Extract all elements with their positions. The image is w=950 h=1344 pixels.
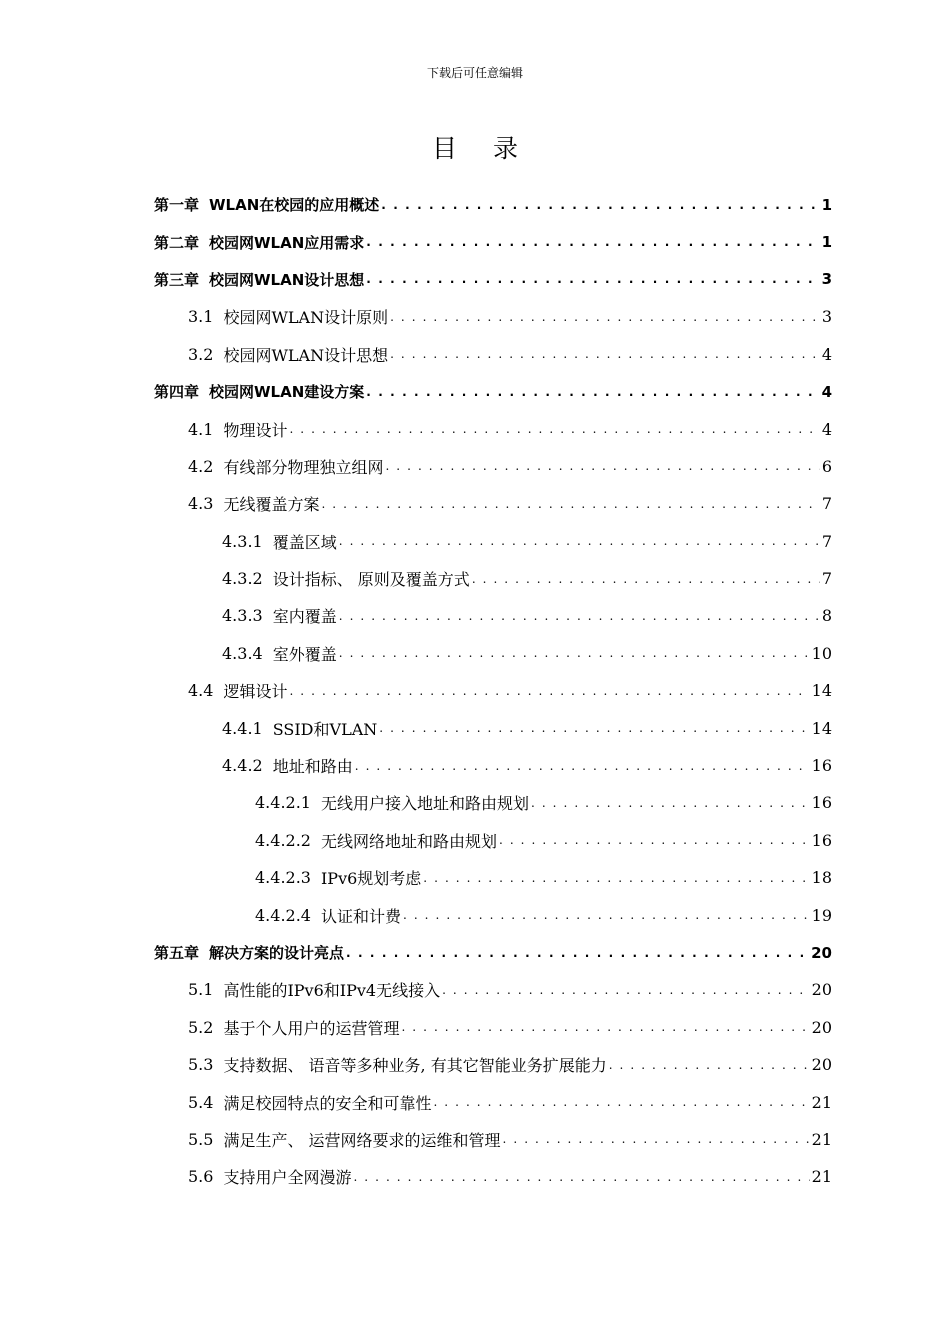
- toc-dot-leader: [390, 344, 820, 364]
- toc-entry[interactable]: [154, 971, 832, 1008]
- toc-dot-leader: [366, 382, 819, 402]
- toc-entry-page: 1: [821, 195, 832, 214]
- toc-entry-number: 3.1: [188, 307, 214, 327]
- toc-entry[interactable]: [154, 597, 832, 634]
- toc-entry-page: 4: [821, 419, 832, 439]
- toc-entry-title: 基于个人用户的运营管理: [223, 1018, 400, 1038]
- toc-entry-number: 5.1: [188, 980, 214, 1000]
- toc-entry[interactable]: [154, 1158, 832, 1195]
- toc-dot-leader: [385, 456, 819, 476]
- toc-dot-leader: [403, 905, 810, 925]
- toc-entry-number: 第二章: [154, 233, 200, 252]
- toc-entry-page: 7: [821, 569, 832, 589]
- toc-entry[interactable]: [154, 1121, 832, 1158]
- toc-entry-number: 5.3: [188, 1055, 214, 1075]
- toc-entry-page: 21: [811, 1167, 832, 1187]
- toc-entry-title: 校园网WLAN应用需求: [209, 233, 365, 252]
- toc-entry-title: 校园网WLAN设计原则: [223, 308, 389, 328]
- toc-entry[interactable]: [154, 373, 832, 410]
- toc-dot-leader: [472, 569, 820, 589]
- toc-dot-leader: [401, 1017, 809, 1037]
- toc-dot-leader: [321, 494, 819, 514]
- toc-dot-leader: [531, 793, 810, 813]
- toc-entry-page: 20: [811, 980, 832, 1000]
- toc-entry-page: 19: [811, 905, 832, 925]
- toc-entry[interactable]: [154, 1083, 832, 1120]
- toc-entry-page: 21: [811, 1129, 832, 1149]
- toc-dot-leader: [339, 643, 810, 663]
- toc-entry-title: 物理设计: [223, 420, 288, 440]
- toc-entry-number: 第一章: [154, 196, 200, 215]
- toc-entry-title: 校园网WLAN设计思想: [223, 345, 389, 365]
- toc-entry-title: 设计指标、 原则及覆盖方式: [272, 570, 470, 590]
- toc-entry-number: 5.4: [188, 1092, 214, 1112]
- toc-dot-leader: [442, 980, 810, 1000]
- toc-entry[interactable]: [154, 747, 832, 784]
- toc-entry-number: 4.3.2: [222, 569, 263, 589]
- table-of-contents: [154, 186, 832, 1196]
- toc-entry-number: 4.1: [188, 419, 214, 439]
- toc-entry-page: 16: [811, 756, 832, 776]
- header-note: 下载后可任意编辑: [426, 66, 523, 80]
- toc-entry[interactable]: [154, 410, 832, 447]
- toc-entry-page: 7: [821, 531, 832, 551]
- toc-entry-page: 7: [821, 494, 832, 514]
- toc-entry[interactable]: [154, 1009, 832, 1046]
- toc-entry-title: 无线用户接入地址和路由规划: [320, 794, 529, 814]
- toc-entry-title: 校园网WLAN建设方案: [209, 383, 365, 402]
- toc-entry[interactable]: [154, 298, 832, 335]
- toc-entry-title: 室内覆盖: [272, 607, 337, 627]
- toc-entry[interactable]: [154, 709, 832, 746]
- toc-entry[interactable]: [154, 822, 832, 859]
- toc-entry-title: 满足校园特点的安全和可靠性: [223, 1093, 432, 1113]
- toc-entry-page: 3: [821, 307, 832, 327]
- toc-entry-page: 4: [821, 382, 832, 401]
- toc-entry-title: 解决方案的设计亮点: [209, 944, 345, 962]
- toc-entry[interactable]: [154, 523, 832, 560]
- toc-entry-page: 20: [811, 1017, 832, 1037]
- toc-entry[interactable]: [154, 485, 832, 522]
- toc-entry[interactable]: [154, 560, 832, 597]
- toc-entry-title: 无线覆盖方案: [223, 495, 320, 515]
- toc-entry-number: 第四章: [154, 383, 200, 402]
- toc-dot-leader: [390, 307, 820, 327]
- toc-entry-number: 4.4.2: [222, 756, 263, 776]
- toc-entry-page: 1: [821, 233, 832, 252]
- toc-entry-number: 4.4.2.2: [255, 830, 311, 850]
- toc-entry[interactable]: [154, 186, 832, 223]
- toc-entry-title: 逻辑设计: [223, 682, 288, 702]
- toc-entry-page: 16: [811, 793, 832, 813]
- toc-entry-number: 5.6: [188, 1167, 214, 1187]
- toc-entry-page: 6: [821, 456, 832, 476]
- toc-dot-leader: [499, 830, 810, 850]
- toc-dot-leader: [379, 718, 809, 738]
- toc-entry-title: 有线部分物理独立组网: [223, 457, 384, 477]
- toc-entry-title: 室外覆盖: [272, 644, 337, 664]
- toc-entry[interactable]: [154, 896, 832, 933]
- toc-entry[interactable]: [154, 672, 832, 709]
- toc-entry-title: 支持用户全网漫游: [223, 1168, 352, 1188]
- toc-entry-number: 第三章: [154, 270, 200, 289]
- toc-entry-number: 4.4: [188, 681, 214, 701]
- toc-dot-leader: [289, 681, 809, 701]
- toc-entry-title: WLAN在校园的应用概述: [209, 196, 380, 215]
- toc-dot-leader: [381, 195, 819, 215]
- toc-entry[interactable]: [154, 336, 832, 373]
- toc-entry-page: 3: [821, 270, 832, 289]
- toc-entry-page: 20: [811, 1055, 832, 1075]
- toc-entry-page: 14: [811, 681, 832, 701]
- toc-entry-number: 4.4.2.4: [255, 905, 311, 925]
- toc-entry-number: 4.4.1: [222, 718, 263, 738]
- toc-entry[interactable]: [154, 784, 832, 821]
- toc-entry-number: 5.2: [188, 1017, 214, 1037]
- toc-entry-title: 校园网WLAN设计思想: [209, 270, 365, 289]
- toc-dot-leader: [609, 1055, 810, 1075]
- toc-entry-number: 3.2: [188, 344, 214, 364]
- toc-entry-number: 5.5: [188, 1129, 214, 1149]
- toc-entry-number: 4.2: [188, 456, 214, 476]
- toc-entry[interactable]: [154, 635, 832, 672]
- toc-entry-page: 21: [811, 1092, 832, 1112]
- toc-dot-leader: [366, 269, 819, 289]
- toc-entry-page: 8: [821, 606, 832, 626]
- toc-entry-title: 覆盖区域: [272, 532, 337, 552]
- toc-entry-number: 4.3: [188, 494, 214, 514]
- toc-dot-leader: [339, 531, 820, 551]
- toc-dot-leader: [433, 1092, 809, 1112]
- toc-entry-number: 4.3.1: [222, 531, 263, 551]
- toc-entry-title: 无线网络地址和路由规划: [320, 831, 497, 851]
- toc-entry-number: 4.3.4: [222, 643, 263, 663]
- toc-entry[interactable]: [154, 1046, 832, 1083]
- toc-entry-page: 18: [811, 868, 832, 888]
- toc-entry[interactable]: [154, 934, 832, 971]
- toc-entry-number: 第五章: [154, 944, 200, 962]
- toc-dot-leader: [423, 868, 809, 888]
- toc-dot-leader: [353, 1167, 809, 1187]
- toc-dot-leader: [366, 232, 819, 252]
- toc-entry-number: 4.4.2.1: [255, 793, 311, 813]
- toc-dot-leader: [289, 419, 819, 439]
- toc-entry-number: 4.4.2.3: [255, 868, 311, 888]
- toc-entry-title: 支持数据、 语音等多种业务, 有其它智能业务扩展能力: [223, 1056, 607, 1076]
- toc-dot-leader: [355, 756, 810, 776]
- toc-entry[interactable]: [154, 859, 832, 896]
- toc-dot-leader: [503, 1129, 810, 1149]
- toc-entry[interactable]: [154, 261, 832, 298]
- toc-entry-title: 地址和路由: [272, 757, 353, 777]
- toc-entry-title: 高性能的IPv6和IPv4无线接入: [223, 981, 441, 1001]
- toc-entry[interactable]: [154, 448, 832, 485]
- toc-entry-page: 20: [811, 943, 832, 962]
- toc-dot-leader: [346, 943, 809, 963]
- toc-entry[interactable]: [154, 223, 832, 260]
- toc-entry-title: IPv6规划考虑: [320, 869, 422, 889]
- toc-entry-title: 认证和计费: [320, 906, 401, 926]
- toc-entry-page: 16: [811, 830, 832, 850]
- toc-entry-title: SSID和VLAN: [272, 719, 378, 739]
- toc-entry-page: 10: [811, 643, 832, 663]
- toc-entry-page: 14: [811, 718, 832, 738]
- toc-dot-leader: [339, 606, 820, 626]
- toc-entry-title: 满足生产、 运营网络要求的运维和管理: [223, 1130, 501, 1150]
- toc-entry-page: 4: [821, 344, 832, 364]
- toc-entry-number: 4.3.3: [222, 606, 263, 626]
- toc-title: 目 录: [432, 134, 532, 163]
